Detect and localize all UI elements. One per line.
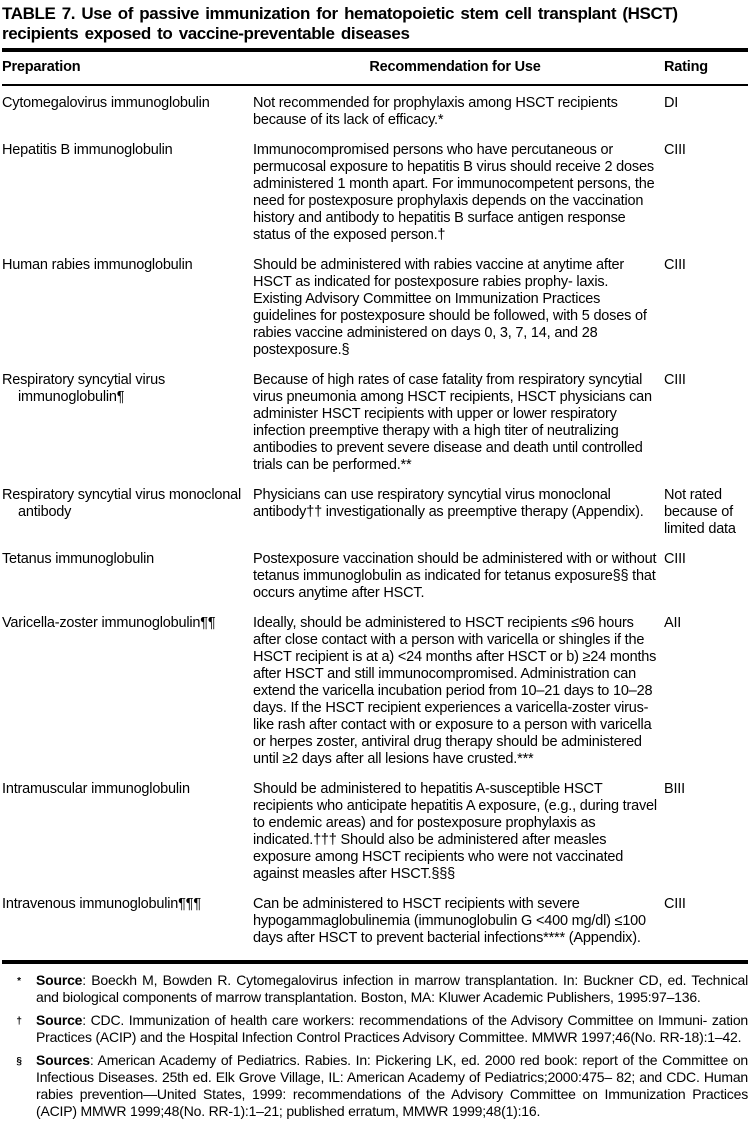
footnote (2, 1012, 748, 1046)
recommendation-cell: Should be administered with rabies vaccine at anytime after HSCT as indicated for postexposure rabies prophy- laxis. Existing Advisory Committee on Immunization Practices guidelines for postexposure should be followed, with 5 doses of rabies vaccine administered on days 0, 3, 7, 14, and 28 postexposure.§ (253, 257, 647, 358)
column-header-rating: Rating (664, 59, 708, 75)
table-row (2, 142, 748, 244)
rating-cell: Not rated because of limited data (664, 487, 736, 537)
table-row (2, 372, 748, 474)
footnote-label: Sources (36, 1052, 90, 1068)
preparation-cell: Intramuscular immunoglobulin (2, 781, 190, 797)
footnote-marker: § (16, 1056, 22, 1067)
preparation-cell: Hepatitis B immunoglobulin (2, 142, 173, 158)
column-header-preparation: Preparation (2, 59, 81, 75)
table-title: TABLE 7. Use of passive immunization for hematopoietic stem cell transplant (HSCT) recipients exposed to vaccine-preventable diseases (2, 4, 678, 43)
table-row (2, 781, 748, 883)
table-row (2, 487, 748, 538)
preparation-cell: Cytomegalovirus immunoglobulin (2, 95, 210, 111)
footnote-marker: * (17, 976, 21, 987)
footnote-marker: † (16, 1016, 22, 1027)
footnote-label: Source (36, 1012, 83, 1028)
footnote-label: Source (36, 972, 83, 988)
table-header-row (2, 52, 748, 84)
footnotes-section (2, 966, 748, 1120)
bottom-rule (2, 960, 748, 964)
table-row (2, 257, 748, 359)
footnote-text (36, 972, 748, 1006)
preparation-cell: Tetanus immunoglobulin (2, 551, 154, 567)
recommendation-cell: Immunocompromised persons who have percutaneous or permucosal exposure to hepatitis B virus should receive 2 doses administered 1 month apart. For immunocompetent persons, the need for postexposure prophylaxis depends on the vaccination history and antibody to hepatitis B surface antigen response status of the exposed person.† (253, 142, 655, 243)
footnote (2, 1052, 748, 1120)
rating-cell: CIII (664, 551, 686, 567)
recommendation-cell: Not recommended for prophylaxis among HSCT recipients because of its lack of efficacy.* (253, 95, 618, 128)
footnote-body: : CDC. Immunization of health care workers: recommendations of the Advisory Committee on Immuni- zation Practices (ACIP) and the Hospital Infection Control Practices Advisory Committee. MMWR 1997;46(No. RR-18):1–42. (36, 1012, 748, 1045)
recommendation-cell: Because of high rates of case fatality from respiratory syncytial virus pneumonia among HSCT recipients, HSCT physicians can administer HSCT recipients with upper or lower respiratory infection preemptive therapy with a high titer of neutralizing antibodies to prevent severe disease and death until controlled trials can be performed.** (253, 372, 652, 473)
recommendation-cell: Ideally, should be administered to HSCT recipients ≤96 hours after close contact with a person with varicella or shingles if the HSCT recipient is at a) <24 months after HSCT or b) ≥24 months after HSCT and still immunocompromised. Administration can extend the varicella incubation period from 10–21 days to 10–28 days. If the HSCT recipient experiences a varicella-zoster virus-like rash after contact with or exposure to a person with varicella or herpes zoster, antiviral drug therapy should be administered until ≥2 days after all lesions have crusted.*** (253, 615, 657, 767)
footnote-body: : Boeckh M, Bowden R. Cytomegalovirus infection in marrow transplantation. In: Buckner CD, ed. Technical and biological components of marrow transplantation. Boston, MA: Kluwer Academic Publishers, 1995:97–136. (36, 972, 748, 1005)
footnote-text (36, 1052, 748, 1120)
table-row (2, 896, 748, 947)
recommendation-cell: Can be administered to HSCT recipients with severe hypogammaglobulinemia (immunoglobulin G <400 mg/dl) ≤100 days after HSCT to prevent bacterial infections**** (Appendix). (253, 896, 646, 946)
preparation-cell: Varicella-zoster immunoglobulin¶¶ (2, 615, 216, 631)
table-row (2, 615, 748, 768)
rating-cell: CIII (664, 372, 686, 388)
footnote-text (36, 1012, 748, 1046)
preparation-cell: Respiratory syncytial virus immunoglobulin¶ (2, 372, 166, 405)
rating-cell: BIII (664, 781, 685, 797)
preparation-cell: Respiratory syncytial virus monoclonal antibody (2, 487, 241, 520)
preparation-cell: Intravenous immunoglobulin¶¶¶ (2, 896, 201, 912)
rating-cell: CIII (664, 142, 686, 158)
table-row (2, 551, 748, 602)
recommendation-cell: Postexposure vaccination should be administered with or without tetanus immunoglobulin as indicated for tetanus exposure§§ that occurs anytime after HSCT. (253, 551, 657, 601)
recommendation-cell: Should be administered to hepatitis A-susceptible HSCT recipients who anticipate hepatitis A exposure, (e.g., during travel to endemic areas) and for postexposure prophylaxis as indicated.††† Should also be administered after measles exposure among HSCT recipients who were not vaccinated against measles after HSCT.§§§ (253, 781, 657, 882)
rating-cell: CIII (664, 257, 686, 273)
footnote (2, 972, 748, 1006)
table-body (2, 86, 748, 947)
table-row (2, 95, 748, 129)
preparation-cell: Human rabies immunoglobulin (2, 257, 193, 273)
column-header-recommendation: Recommendation for Use (369, 59, 541, 75)
rating-cell: AII (664, 615, 682, 631)
rating-cell: CIII (664, 896, 686, 912)
recommendation-cell: Physicians can use respiratory syncytial virus monoclonal antibody†† investigationally as preemptive therapy (Appendix). (253, 487, 644, 520)
footnote-body: : American Academy of Pediatrics. Rabies. In: Pickering LK, ed. 2000 red book: report of the Committee on Infectious Diseases. 25th ed. Elk Grove Village, IL: American Academy of Pediatrics;2000:475– 82; and CDC. Human rabies prevention—United States, 1999: recommendations of the Advisory Committee on Immunization Practices (ACIP) MMWR 1999;48(No. RR-1):1–21; published erratum, MMWR 1999;48(1):16. (36, 1052, 748, 1119)
rating-cell: DI (664, 95, 679, 111)
